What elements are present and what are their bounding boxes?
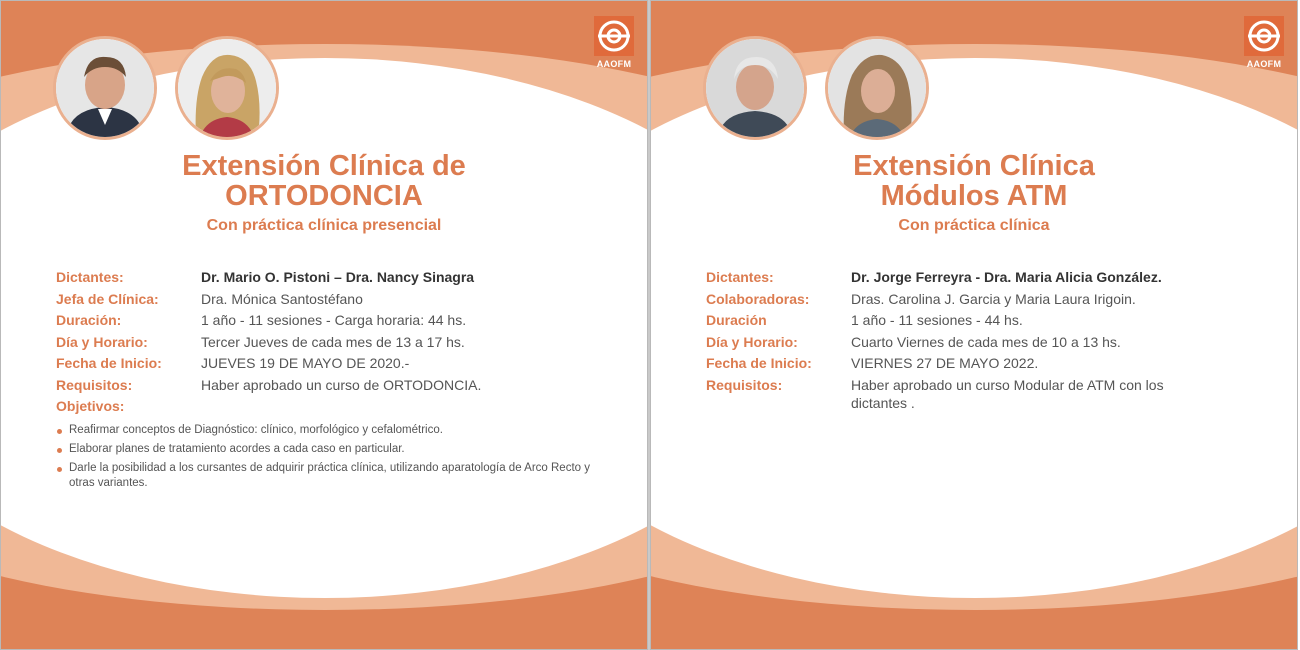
detail-label: Colaboradoras:: [706, 290, 810, 307]
detail-row-dictantes: [706, 268, 1266, 286]
course-details: [56, 268, 616, 419]
course-details: [706, 268, 1266, 415]
list-item: Darle la posibilidad a los cursantes de adquirir práctica clínica, utilizando aparatología de Arco Recto y otras variantes.: [56, 461, 616, 491]
course-subtitle: Con práctica clínica: [898, 217, 1050, 234]
list-item: Elaborar planes de tratamiento acordes a cada caso en particular.: [56, 442, 616, 457]
detail-row-requisitos: [56, 376, 616, 394]
aaofm-logo-icon: [594, 16, 634, 56]
detail-value: 1 año - 11 sesiones - Carga horaria: 44 hs.: [201, 312, 467, 328]
detail-row-horario: [56, 333, 616, 351]
list-item: Reafirmar conceptos de Diagnóstico: clínico, morfológico y cefalométrico.: [56, 423, 616, 438]
detail-value: Haber aprobado un curso de ORTODONCIA.: [201, 376, 482, 393]
panel-atm: [650, 0, 1298, 650]
detail-label: Jefa de Clínica:: [56, 290, 159, 307]
detail-row-duracion: [706, 311, 1266, 329]
detail-value: Haber aprobado un curso Modular de ATM con los dictantes .: [851, 376, 1164, 411]
course-title-line-1: Extensión Clínica: [853, 150, 1095, 182]
detail-value: Cuarto Viernes de cada mes de 10 a 13 hs.: [851, 333, 1121, 350]
detail-row-fecha: [56, 354, 616, 372]
detail-row-dictantes: [56, 268, 616, 286]
detail-label: Fecha de Inicio:: [706, 355, 812, 371]
course-title-line-1: Extensión Clínica de: [182, 150, 466, 182]
detail-value: [201, 397, 616, 415]
aaofm-logo-icon: [1244, 16, 1284, 56]
detail-value: 1 año - 11 sesiones - 44 hs.: [851, 312, 1023, 328]
logo-text: AAOFM: [596, 59, 632, 69]
detail-label: Duración: [706, 312, 767, 328]
detail-row-jefa: [56, 290, 616, 308]
course-title-line-2: Módulos ATM: [880, 180, 1068, 212]
detail-row-objetivos: [56, 397, 616, 415]
detail-label: Dictantes:: [706, 269, 774, 285]
course-title-line-2: ORTODONCIA: [225, 180, 423, 212]
speaker-photo-1: [53, 36, 157, 140]
panel-ortodoncia: [0, 0, 648, 650]
detail-value: Dr. Mario O. Pistoni – Dra. Nancy Sinagra: [201, 269, 475, 285]
detail-label: Día y Horario:: [706, 333, 798, 350]
detail-label: Requisitos:: [706, 376, 783, 393]
aaofm-logo: [1242, 16, 1286, 69]
detail-label: Dictantes:: [56, 269, 124, 285]
detail-label: Duración:: [56, 312, 122, 328]
detail-label: Día y Horario:: [56, 333, 148, 350]
detail-value: Dras. Carolina J. Garcia y Maria Laura Irigoin.: [851, 290, 1136, 307]
detail-row-duracion: [56, 311, 616, 329]
detail-row-horario: [706, 333, 1266, 351]
detail-value: JUEVES 19 DE MAYO DE 2020.-: [201, 355, 410, 371]
detail-label: Objetivos:: [56, 398, 125, 414]
detail-value: VIERNES 27 DE MAYO 2022.: [851, 355, 1039, 371]
objectives-list: [56, 423, 616, 495]
detail-value: Dra. Mónica Santostéfano: [201, 290, 363, 307]
detail-row-colaboradoras: [706, 290, 1266, 308]
detail-value: Dr. Jorge Ferreyra - Dra. Maria Alicia González.: [851, 269, 1162, 285]
detail-label: Fecha de Inicio:: [56, 355, 162, 371]
detail-row-requisitos: [706, 376, 1266, 412]
aaofm-logo: [592, 16, 636, 69]
logo-text: AAOFM: [1246, 59, 1282, 69]
detail-label: Requisitos:: [56, 376, 133, 393]
speaker-photo-2: [175, 36, 279, 140]
detail-value: Tercer Jueves de cada mes de 13 a 17 hs.: [201, 333, 465, 350]
detail-row-fecha: [706, 354, 1266, 372]
speaker-photo-2: [825, 36, 929, 140]
course-subtitle: Con práctica clínica presencial: [206, 217, 442, 234]
speaker-photo-1: [703, 36, 807, 140]
